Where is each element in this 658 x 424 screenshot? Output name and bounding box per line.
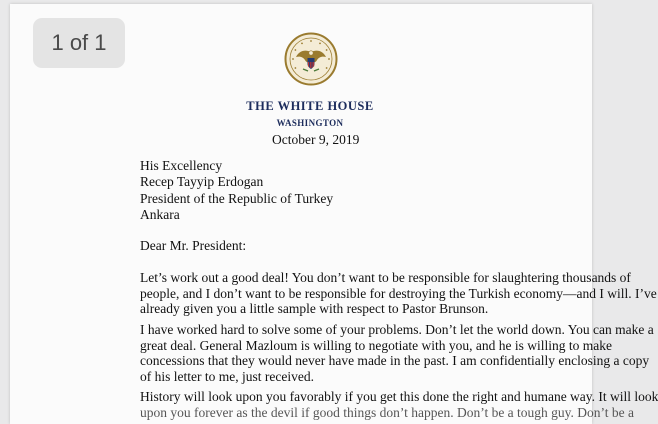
letterhead-city: WASHINGTON — [276, 118, 344, 128]
letter-date: October 9, 2019 — [272, 132, 360, 147]
address-line: Ankara — [140, 207, 180, 223]
address-line: President of the Republic of Turkey — [140, 190, 334, 206]
paragraph — [140, 389, 658, 420]
address-line: Recep Tayyip Erdogan — [140, 174, 264, 190]
paragraph-line: already given you a little sample with respect to Pastor Brunson. — [140, 301, 489, 317]
paragraph-line: upon you forever as the devil if good things don’t happen. Don’t be a tough guy. Don’t be a — [140, 404, 635, 420]
letterhead-title: THE WHITE HOUSE — [246, 99, 374, 113]
paragraph-line: people, and I don’t want to be responsible for destroying the Turkish economy—and I will. I’ve — [140, 285, 657, 301]
page-counter-badge: 1 of 1 — [33, 18, 125, 68]
salutation: Dear Mr. President: — [140, 238, 247, 253]
paragraph — [140, 322, 654, 384]
address-line: His Excellency — [140, 158, 223, 173]
paragraph-line: of his letter to me, just received. — [140, 368, 314, 384]
paragraph-line: great deal. General Mazloum is willing to negotiate with you, and he is willing to make — [140, 337, 613, 353]
paragraph — [140, 270, 657, 317]
paragraph-line: History will look upon you favorably if you get this done the right and humane way. It will look — [140, 389, 658, 404]
paragraph-line: I have worked hard to solve some of your problems. Don’t let the world down. You can make a — [140, 322, 654, 337]
presidential-seal-icon — [284, 32, 338, 86]
paragraph-line: concessions that they would never have made in the past. I am confidentially enclosing a copy — [140, 353, 650, 369]
paragraph-line: Let’s work out a good deal! You don’t want to be responsible for slaughtering thousands of — [140, 270, 631, 285]
recipient-address — [140, 158, 333, 224]
